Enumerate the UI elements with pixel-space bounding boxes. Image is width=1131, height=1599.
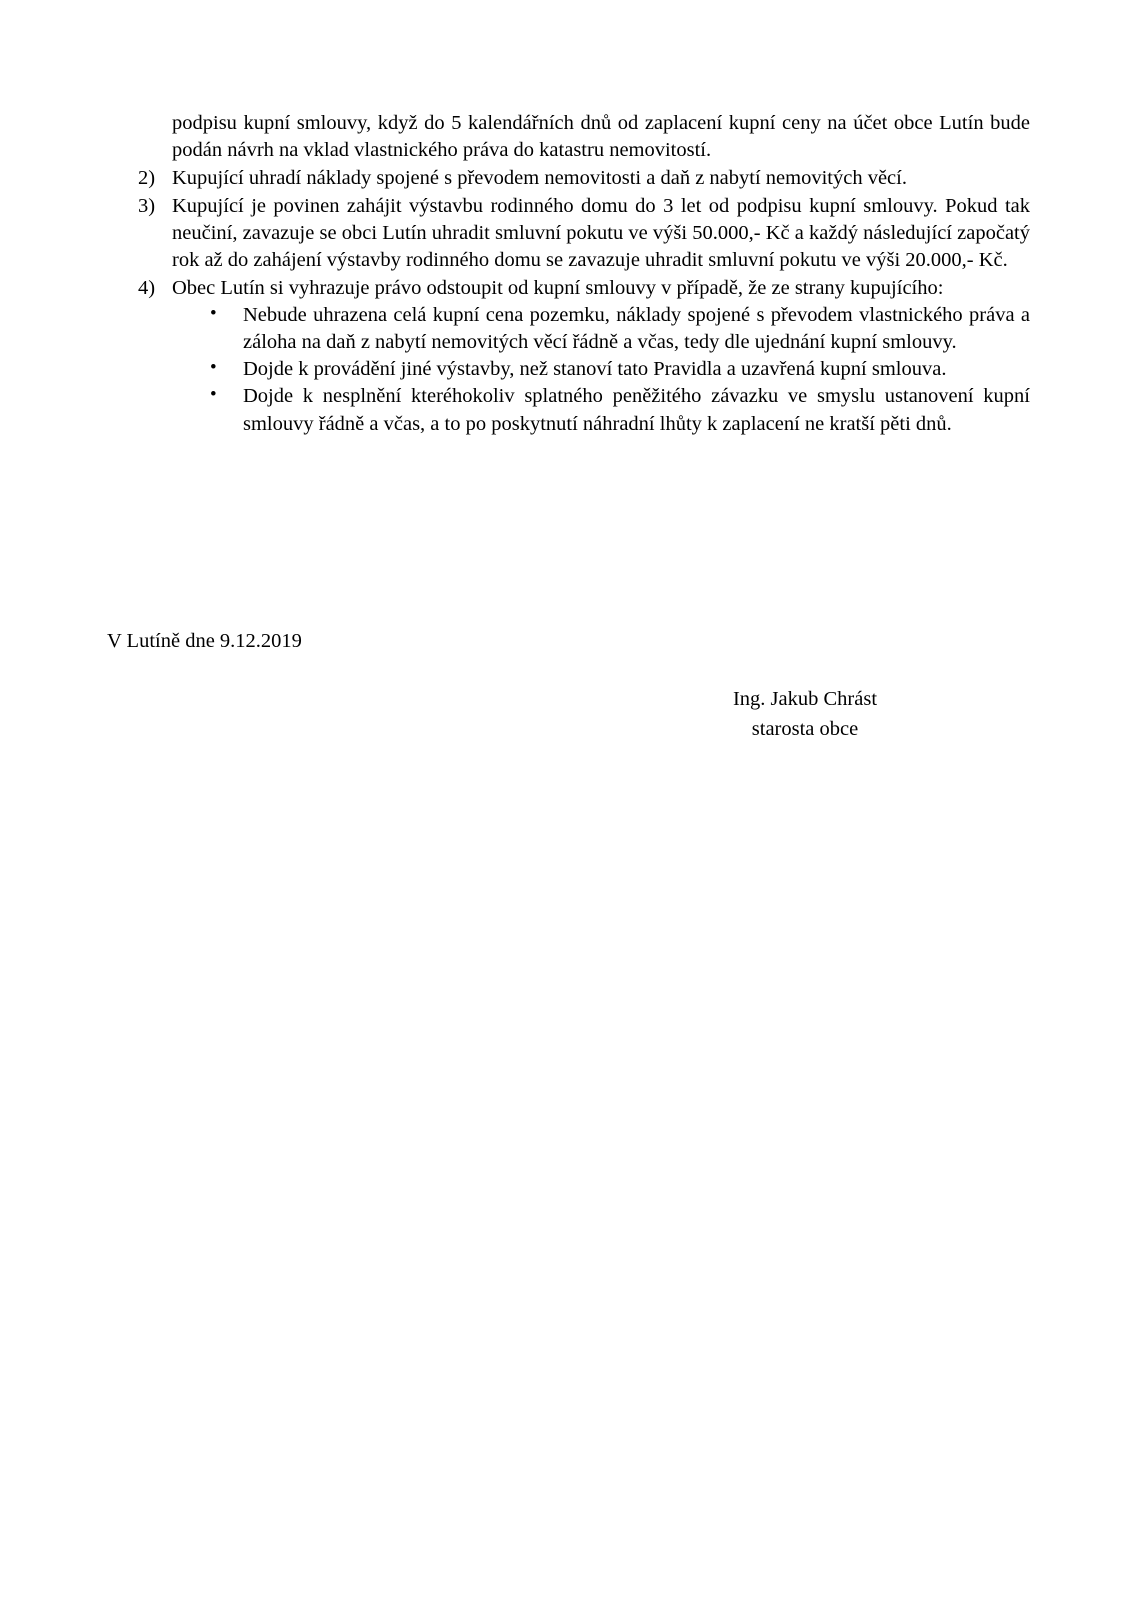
list-item-text: Nebude uhrazena celá kupní cena pozemku, náklady spojené s převodem vlastnického práva a záloha na daň z nabytí nemovitých věcí řádně a včas, tedy dle ujednání kupní smlouvy. xyxy=(243,304,1030,354)
numbered-item-marker: 2) xyxy=(138,167,156,190)
bullet-icon: • xyxy=(210,384,217,406)
numbered-item xyxy=(110,165,1030,192)
signature-block xyxy=(640,685,970,744)
numbered-item-marker: 4) xyxy=(138,277,156,300)
numbered-item-text: Obec Lutín si vyhrazuje právo odstoupit od kupní smlouvy v případě, že ze strany kupujícího: xyxy=(172,277,944,300)
list-item-text: Dojde k nesplnění kteréhokoliv splatného peněžitého závazku ve smyslu ustanovení kupní smlouvy řádně a včas, a to po poskytnutí náhradní lhůty k zaplacení ne kratší pěti dnů. xyxy=(243,385,1030,435)
signatory-name: Ing. Jakub Chrást xyxy=(732,688,878,710)
document-body xyxy=(110,110,1030,438)
numbered-item-marker: 3) xyxy=(138,195,156,218)
signatory-title: starosta obce xyxy=(751,717,859,740)
place-and-date: V Lutíně dne 9.12.2019 xyxy=(107,630,302,652)
numbered-list xyxy=(110,165,1030,302)
bullet-icon: • xyxy=(210,303,217,325)
list-item-text: Dojde k provádění jiné výstavby, než stanoví tato Pravidla a uzavřená kupní smlouva. xyxy=(243,358,947,381)
bullet-icon: • xyxy=(210,357,217,379)
list-item xyxy=(110,302,1030,356)
numbered-item xyxy=(110,275,1030,302)
lead-paragraph: podpisu kupní smlouvy, když do 5 kalendářních dnů od zaplacení kupní ceny na účet obce Lutín bude podán návrh na vklad vlastnického práva do katastru nemovitostí. xyxy=(172,112,1030,162)
numbered-item-text: Kupující uhradí náklady spojené s převodem nemovitosti a daň z nabytí nemovitých věcí. xyxy=(172,167,907,190)
numbered-item xyxy=(110,193,1030,274)
numbered-item-text: Kupující je povinen zahájit výstavbu rodinného domu do 3 let od podpisu kupní smlouvy. Pokud tak neučiní, zavazuje se obci Lutín uhradit smluvní pokutu ve výši 50.000,- Kč a každý následující započatý rok až do zahájení výstavby rodinného domu se zavazuje uhradit smluvní pokutu ve výši 20.000,- Kč. xyxy=(172,195,1030,272)
bullet-list xyxy=(110,302,1030,437)
list-item xyxy=(110,356,1030,383)
list-item xyxy=(110,383,1030,437)
